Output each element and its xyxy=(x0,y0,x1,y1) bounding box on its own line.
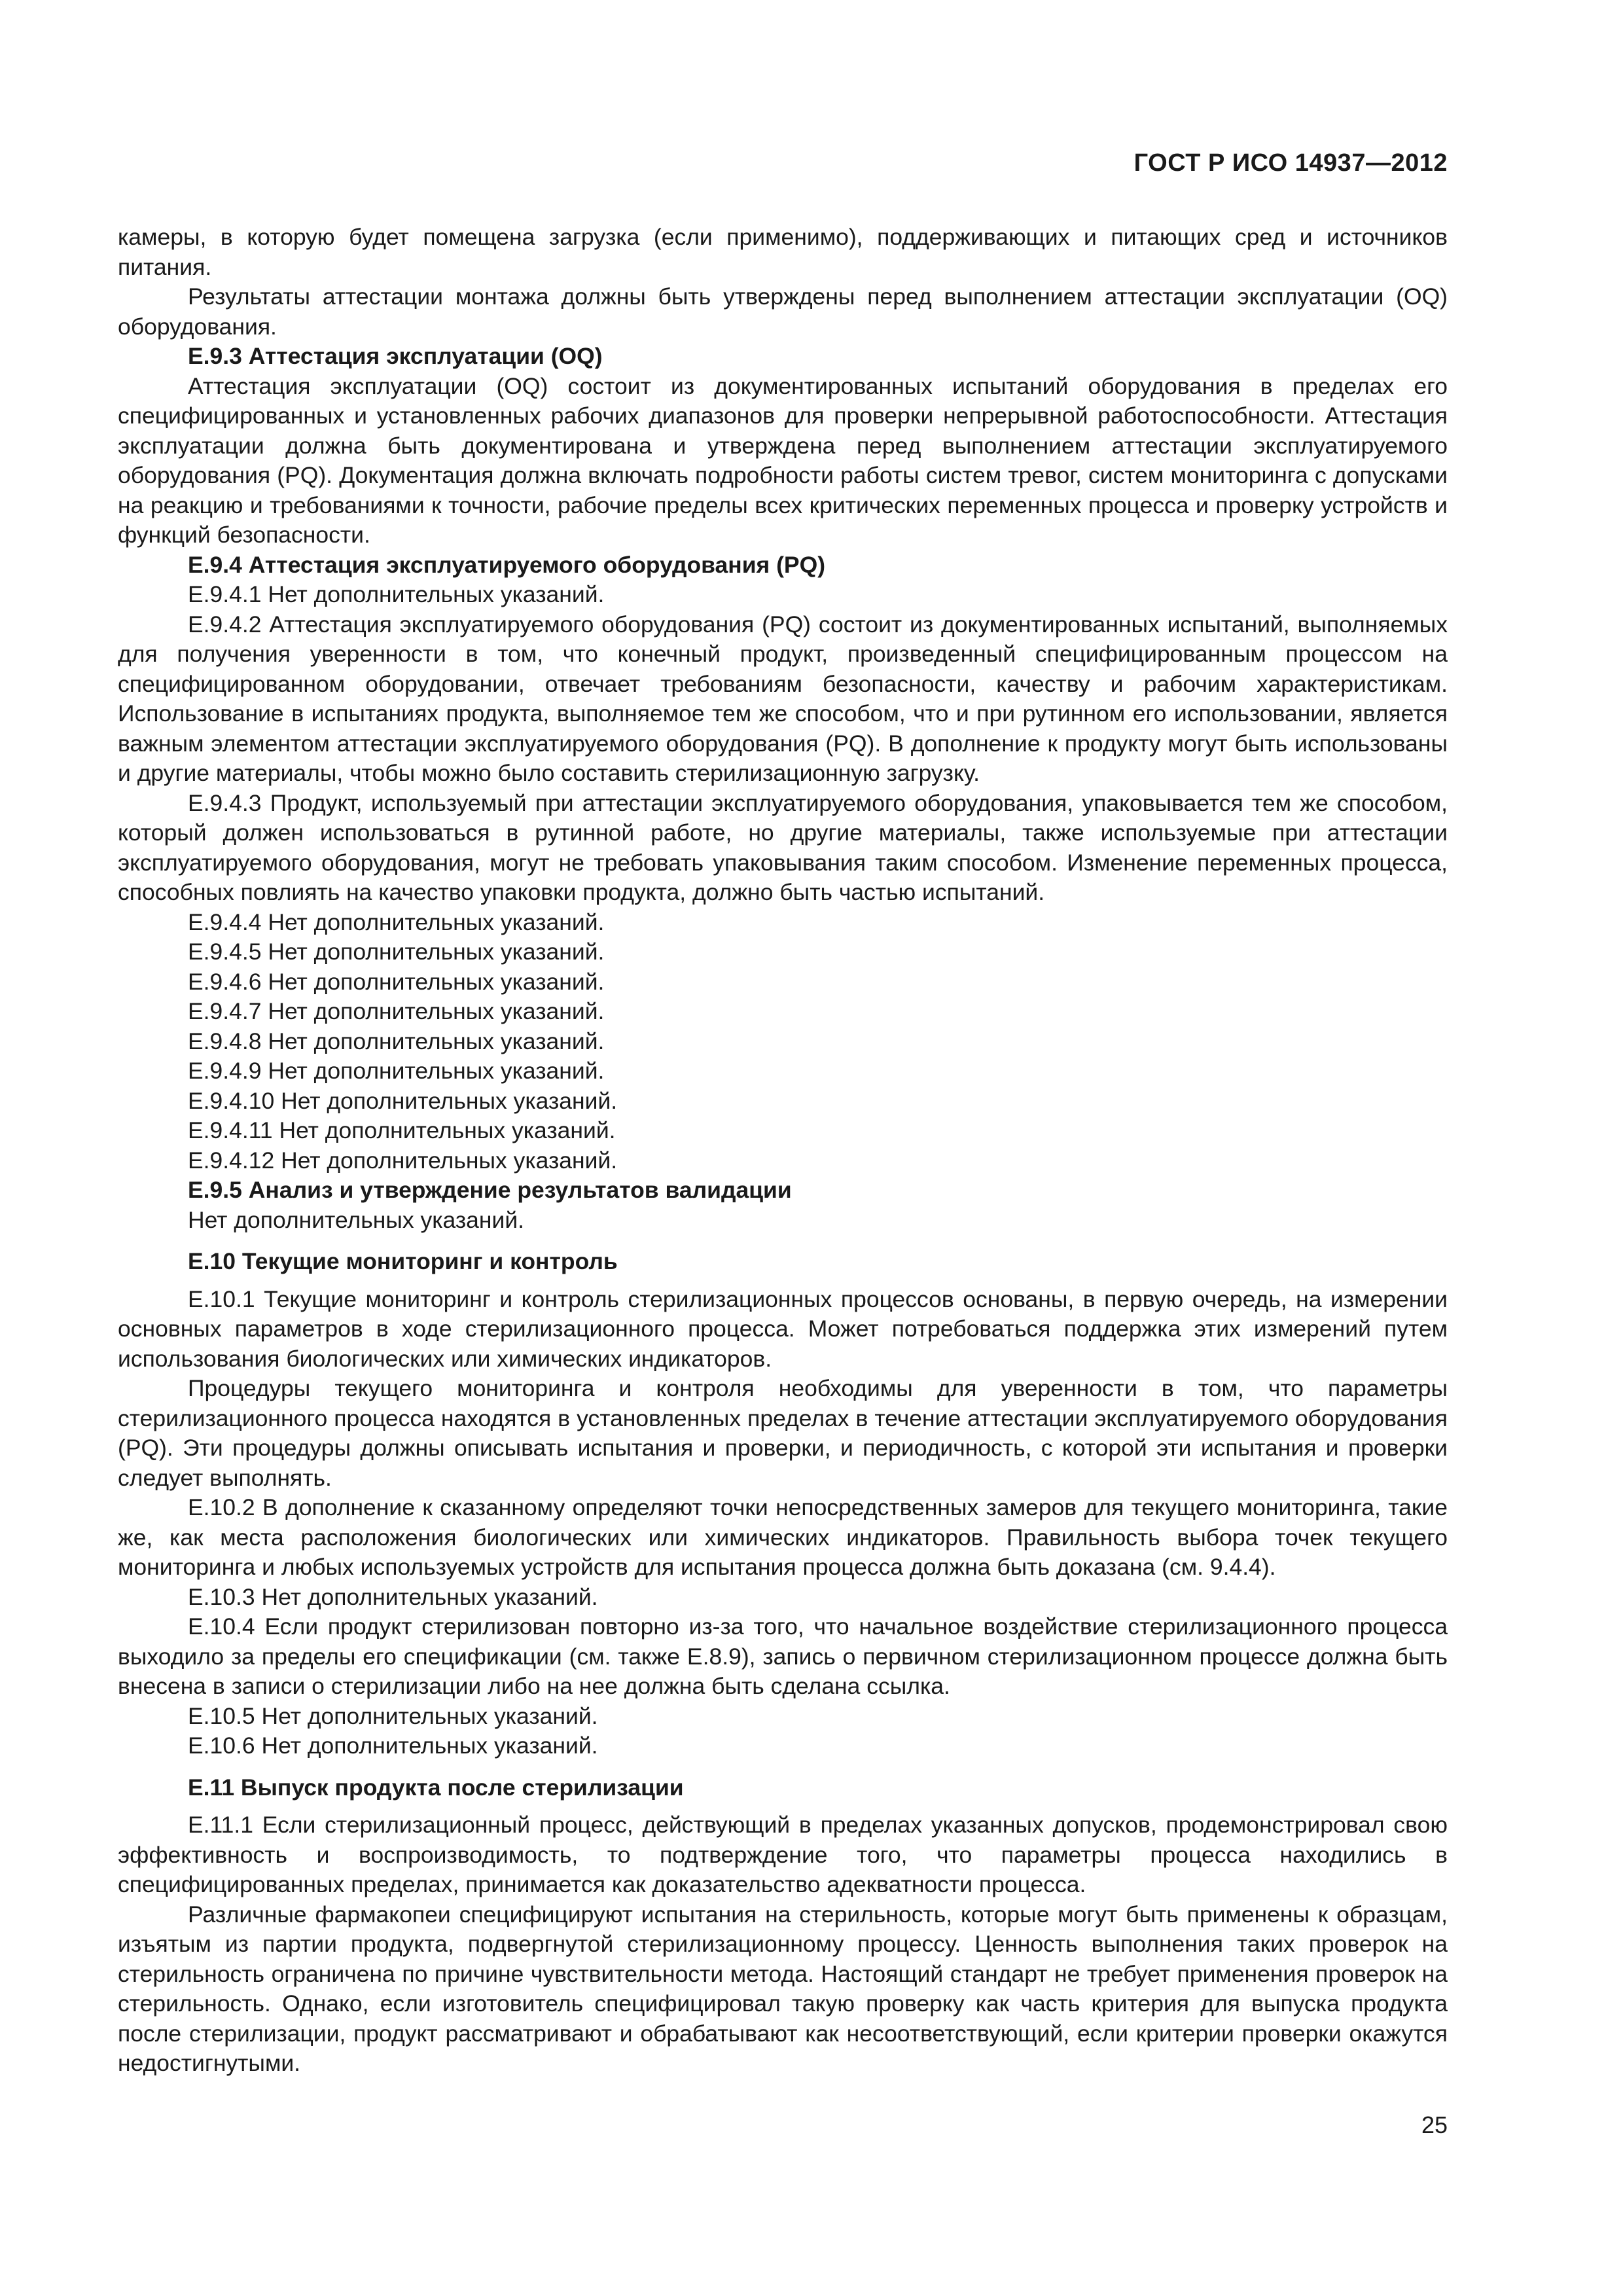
item-e941: E.9.4.1 Нет дополнительных указаний. xyxy=(188,581,605,607)
paragraph-e104: E.10.4 Если продукт стерилизован повторно из-за того, что начальное воздействие стерилизационного процесса выходило за пределы его спецификации (см. также E.8.9), запись о первичном стерилизационном процессе должна быть внесена в записи о стерилизации либо на нее должна быть сделана ссылка. xyxy=(118,1613,1448,1699)
paragraph-e101b: Процедуры текущего мониторинга и контроля необходимы для уверенности в том, что параметры стерилизационного процесса находятся в установленных пределах в течение аттестации эксплуатируемого оборудования (PQ). Эти процедуры должны описывать испытания и проверки, и периодичность, с которой эти испытания и проверки следует выполнять. xyxy=(118,1375,1448,1491)
paragraph-e943: E.9.4.3 Продукт, используемый при аттестации эксплуатируемого оборудования, упаковывается тем же способом, который должен использоваться в рутинной работе, но другие материалы, также используемые при аттестации эксплуатируемого оборудования, могут не требовать упаковывания таким способом. Изменение переменных процесса, способных повлиять на качество упаковки продукта, должно быть частью испытаний. xyxy=(118,789,1448,905)
paragraph-e942: E.9.4.2 Аттестация эксплуатируемого оборудования (PQ) состоит из документированных испытаний, выполняемых для получения уверенности в том, что конечный продукт, произведенный специфицированным процессом на специфицированном оборудовании, отвечает требованиям безопасности, качеству и рабочим характеристикам. Использование в испытаниях продукта, выполняемое тем же способом, что и при рутинном его использовании, является важным элементом аттестации эксплуатируемого оборудования (PQ). В дополнение к продукту могут быть использованы и другие материалы, чтобы можно было составить стерилизационную загрузку. xyxy=(118,611,1448,786)
paragraph-e111: E.11.1 Если стерилизационный процесс, действующий в пределах указанных допусков, продемонстрировал свою эффективность и воспроизводимость, то подтверждение того, что параметры процесса находились в специфицированных пределах, принимается как доказательство адекватности процесса. xyxy=(118,1812,1448,1897)
item-e105: E.10.5 Нет дополнительных указаний. xyxy=(188,1702,598,1729)
item-e95: Нет дополнительных указаний. xyxy=(188,1206,525,1233)
paragraph-e111b: Различные фармакопеи специфицируют испытания на стерильность, которые могут быть применены к образцам, изъятым из партии продукта, подвергнутой стерилизационному процессу. Ценность выполнения таких проверок на стерильность ограничена по причине чувствительности метода. Настоящий стандарт не требует применения проверок на стерильность. Однако, если изготовитель специфицировал такую проверку как часть критерия для выпуска продукта после стерилизации, продукт рассматривают и обрабатывают как несоответствующий, если критерии проверки окажутся недостигнутыми. xyxy=(118,1901,1448,2076)
heading-e94: E.9.4 Аттестация эксплуатируемого оборудования (PQ) xyxy=(188,551,826,578)
item-e106: E.10.6 Нет дополнительных указаний. xyxy=(188,1732,598,1759)
document-body xyxy=(118,223,1448,2079)
paragraph-intro: камеры, в которую будет помещена загрузка (если применимо), поддерживающих и питающих сред и источников питания. xyxy=(118,224,1448,280)
paragraph-e101: E.10.1 Текущие мониторинг и контроль стерилизационных процессов основаны, в первую очередь, на измерении основных параметров в ходе стерилизационного процесса. Может потребоваться поддержка этих измерений путем использования биологических или химических индикаторов. xyxy=(118,1285,1448,1372)
heading-e11: E.11 Выпуск продукта после стерилизации xyxy=(188,1774,684,1801)
page-number: 25 xyxy=(1421,2111,1448,2138)
item-e103: E.10.3 Нет дополнительных указаний. xyxy=(188,1583,598,1610)
item-e9411: E.9.4.11 Нет дополнительных указаний. xyxy=(188,1117,616,1143)
heading-e95: E.9.5 Анализ и утверждение результатов валидации xyxy=(188,1177,792,1203)
item-e945: E.9.4.5 Нет дополнительных указаний. xyxy=(188,939,605,965)
heading-e10: E.10 Текущие мониторинг и контроль xyxy=(188,1248,618,1274)
item-e948: E.9.4.8 Нет дополнительных указаний. xyxy=(188,1028,605,1054)
heading-e93: E.9.3 Аттестация эксплуатации (OQ) xyxy=(188,343,603,369)
paragraph-e102: E.10.2 В дополнение к сказанному определяют точки непосредственных замеров для текущего мониторинга, такие же, как места расположения биологических или химических индикаторов. Правильность выбора точек текущего мониторинга и любых используемых устройств для испытания процесса должна быть доказана (см. 9.4.4). xyxy=(118,1494,1448,1580)
paragraph-e93: Аттестация эксплуатации (OQ) состоит из документированных испытаний оборудования в пределах его специфицированных и установленных рабочих диапазонов для проверки непрерывной работоспособности. Аттестация эксплуатации должна быть документирована и утверждена перед выполнением аттестации эксплуатируемого оборудования (PQ). Документация должна включать подробности работы систем тревог, систем мониторинга с допусками на реакцию и требованиями к точности, рабочие пределы всех критических переменных процесса и проверку устройств и функций безопасности. xyxy=(118,372,1448,548)
item-e9412: E.9.4.12 Нет дополнительных указаний. xyxy=(188,1147,618,1174)
document-header: ГОСТ Р ИСО 14937—2012 xyxy=(1133,149,1448,177)
item-e9410: E.9.4.10 Нет дополнительных указаний. xyxy=(188,1087,618,1114)
item-e944: E.9.4.4 Нет дополнительных указаний. xyxy=(188,908,605,935)
paragraph-results: Результаты аттестации монтажа должны быть утверждены перед выполнением аттестации эксплуатации (OQ) оборудования. xyxy=(118,283,1448,340)
item-e949: E.9.4.9 Нет дополнительных указаний. xyxy=(188,1058,605,1084)
item-e947: E.9.4.7 Нет дополнительных указаний. xyxy=(188,998,605,1024)
item-e946: E.9.4.6 Нет дополнительных указаний. xyxy=(188,968,605,995)
